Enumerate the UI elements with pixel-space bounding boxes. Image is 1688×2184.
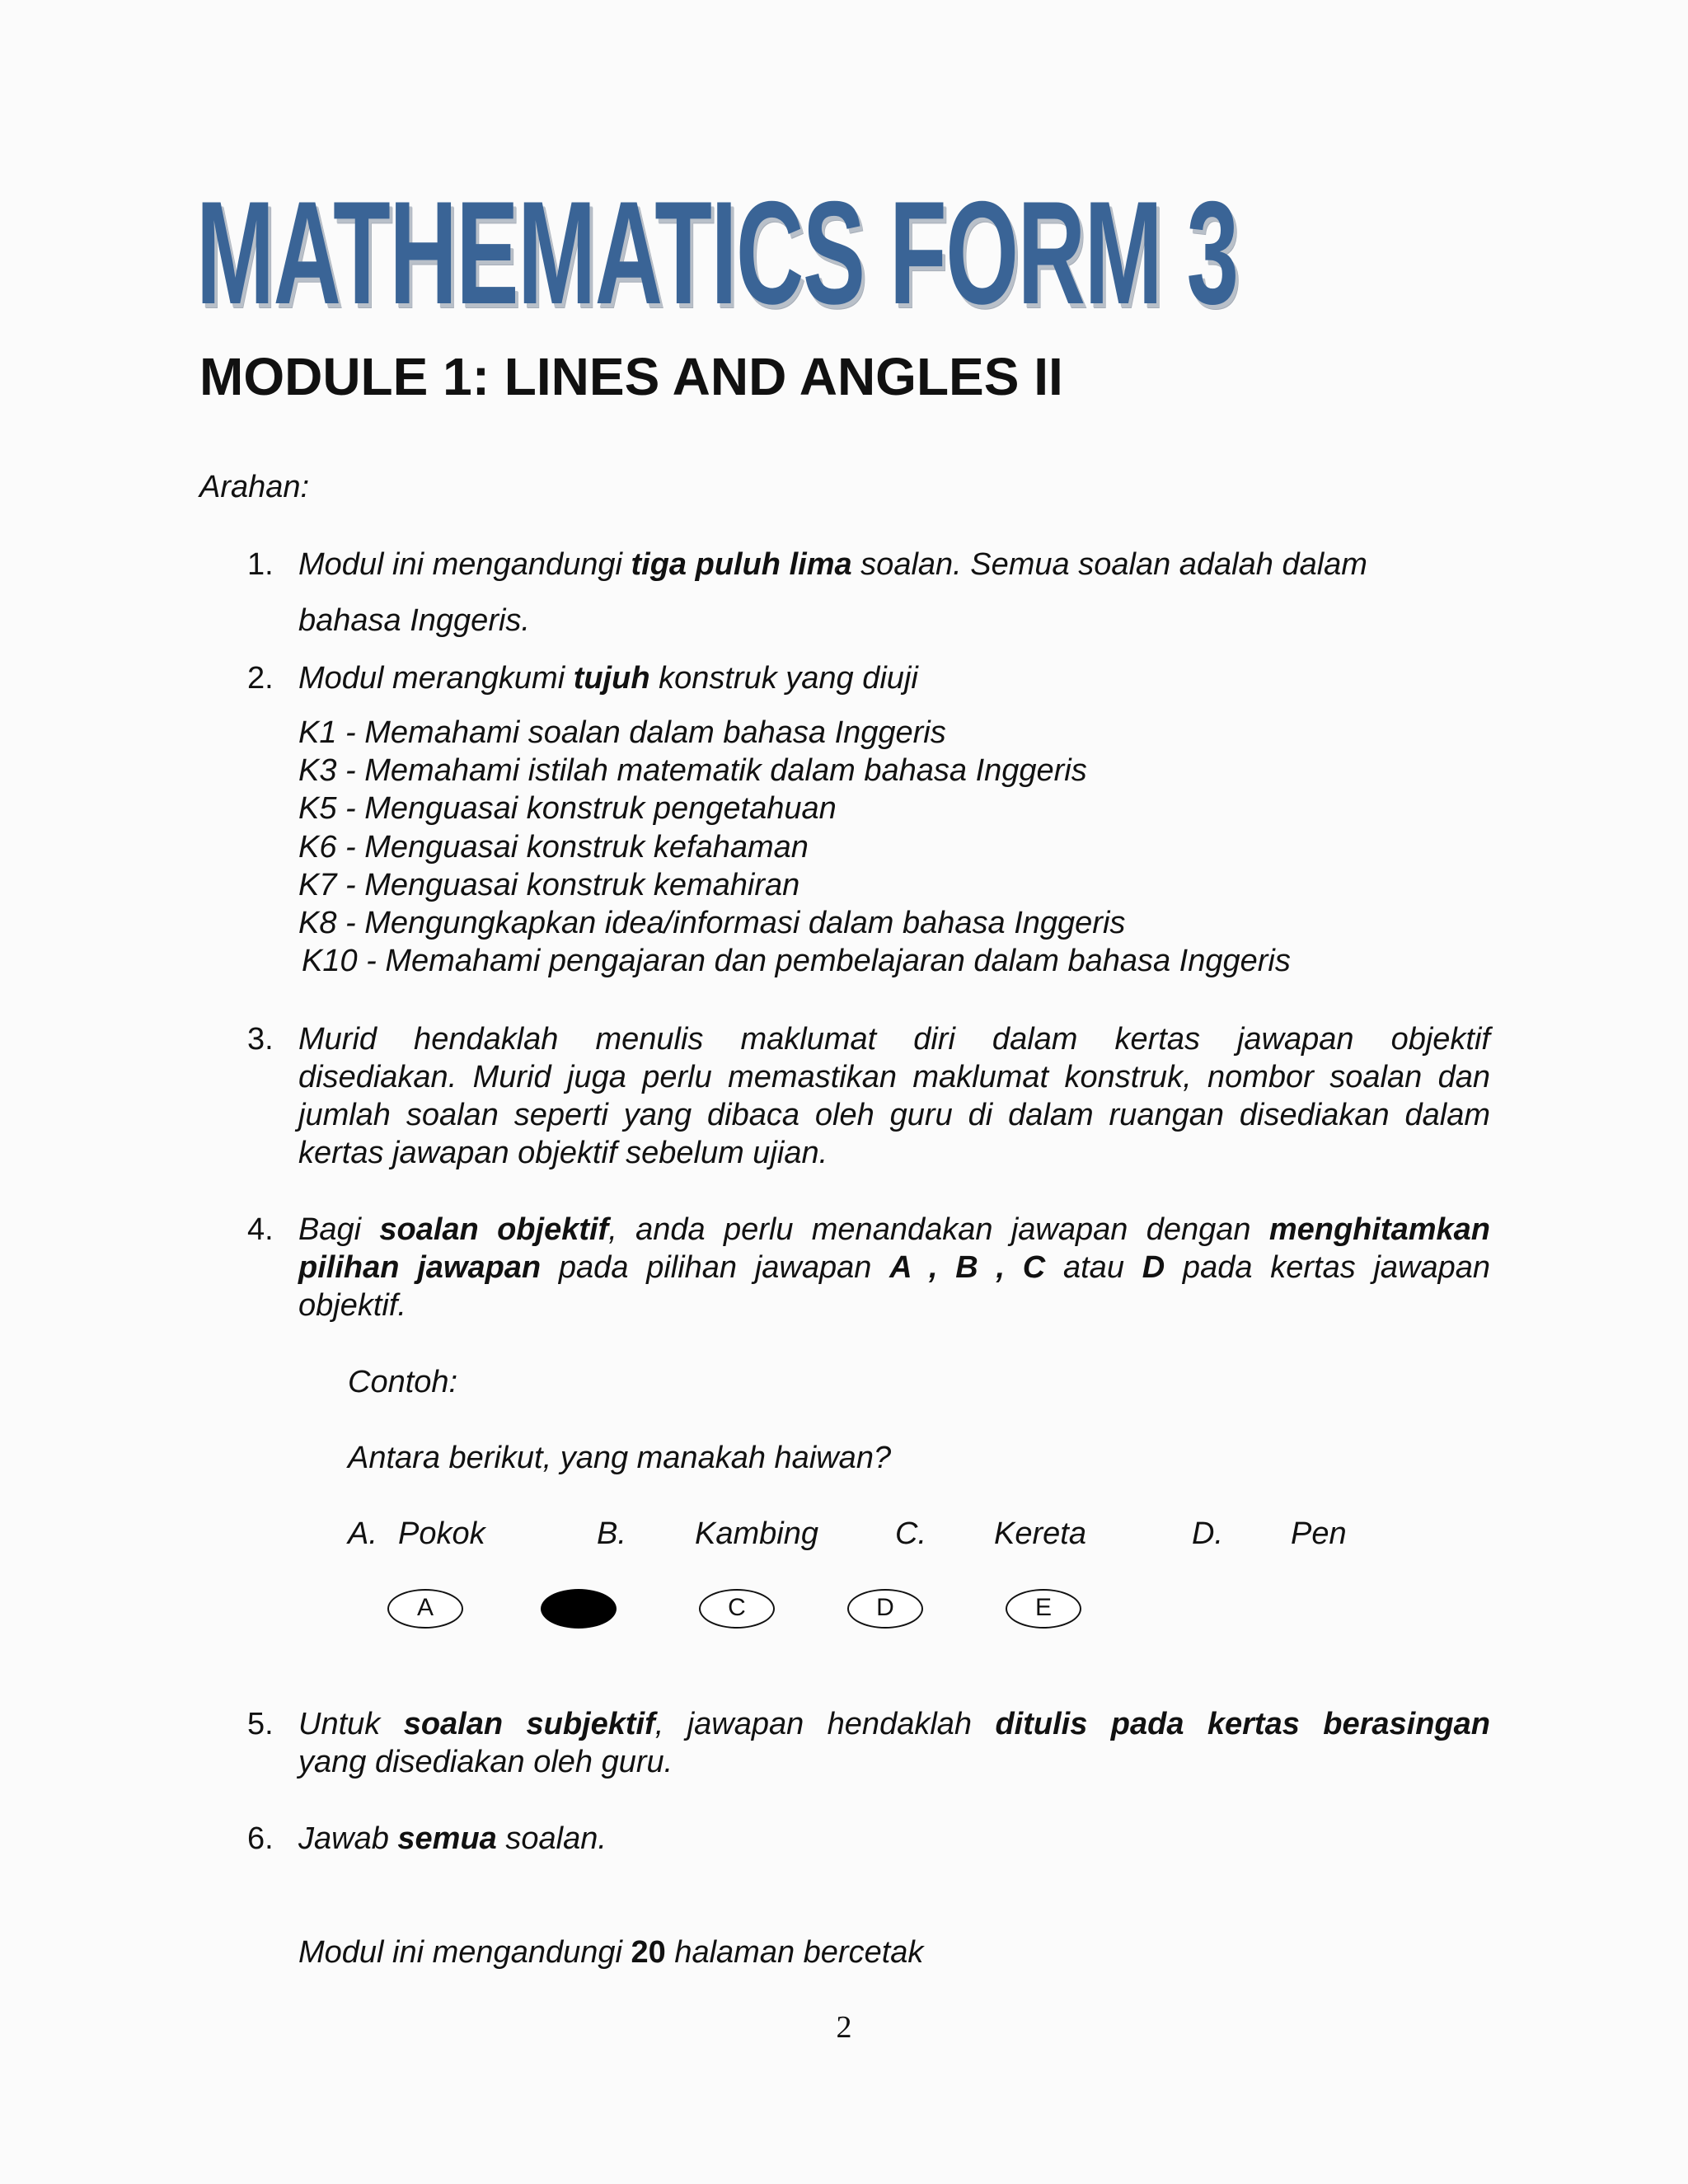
item-1-line-2: bahasa Inggeris.	[298, 603, 530, 638]
option-b-text: Kambing	[695, 1516, 818, 1551]
item-number-4: 4.	[247, 1212, 274, 1247]
answer-bubble-d: D	[847, 1589, 923, 1629]
example-label: Contoh:	[348, 1365, 458, 1399]
construct-item: K5 - Menguasai konstruk pengetahuan	[298, 791, 837, 827]
construct-item: K8 - Mengungkapkan idea/informasi dalam bahasa Inggeris	[298, 906, 1126, 941]
option-d-letter: D.	[1192, 1516, 1223, 1551]
module-title: MODULE 1: LINES AND ANGLES II	[199, 347, 1063, 406]
construct-item: K10 - Memahami pengajaran dan pembelajaran dalam bahasa Inggeris	[302, 944, 1291, 979]
option-a-letter: A.	[348, 1516, 377, 1551]
construct-item: K3 - Memahami istilah matematik dalam bahasa Inggeris	[298, 753, 1087, 789]
option-d-text: Pen	[1291, 1516, 1347, 1551]
construct-list	[298, 714, 1291, 980]
answer-bubble-filled	[541, 1589, 617, 1629]
option-a-text: Pokok	[398, 1516, 485, 1551]
item-number-1: 1.	[247, 547, 274, 582]
item-number-2: 2.	[247, 661, 274, 696]
item-2-text: Modul merangkumi tujuh konstruk yang diuji	[298, 661, 918, 696]
example-question: Antara berikut, yang manakah haiwan?	[348, 1441, 892, 1475]
item-1-line-1: Modul ini mengandungi tiga puluh lima soalan. Semua soalan adalah dalam	[298, 547, 1367, 582]
page-number: 2	[836, 2010, 852, 2045]
answer-bubble-c: C	[699, 1589, 775, 1629]
item-number-5: 5.	[247, 1707, 274, 1741]
answer-bubble-e: E	[1006, 1589, 1081, 1629]
main-title: MATHEMATICS FORM 3	[196, 171, 1238, 335]
item-5-text: Untuk soalan subjektif, jawapan hendaklah ditulis pada kertas berasingan yang disediakan oleh guru.	[298, 1707, 1490, 1779]
item-4-text: Bagi soalan objektif, anda perlu menandakan jawapan dengan menghitamkan pilihan jawapan pada pilihan jawapan A , B , C atau D pada kertas jawapan objektif.	[298, 1212, 1491, 1323]
construct-item: K6 - Menguasai konstruk kefahaman	[298, 829, 809, 865]
construct-item: K1 - Memahami soalan dalam bahasa Inggeris	[298, 715, 946, 750]
construct-item: K7 - Menguasai konstruk kemahiran	[298, 867, 800, 902]
item-6-text: Jawab semua soalan.	[298, 1821, 607, 1856]
item-number-6: 6.	[247, 1821, 274, 1856]
item-number-3: 3.	[247, 1022, 274, 1057]
answer-bubble-a: A	[387, 1589, 463, 1629]
instructions-label: Arahan:	[199, 470, 310, 504]
option-c-letter: C.	[895, 1516, 926, 1551]
page-count-note: Modul ini mengandungi 20 halaman bercetak	[298, 1935, 924, 1970]
option-c-text: Kereta	[994, 1516, 1086, 1551]
option-b-letter: B.	[597, 1516, 626, 1551]
item-3-text: Murid hendaklah menulis maklumat diri dalam kertas jawapan objektif disediakan. Murid juga perlu memastikan maklumat konstruk, nombor soalan dan jumlah soalan seperti yang dibaca oleh guru di dalam ruangan disediakan dalam kertas jawapan objektif sebelum ujian.	[298, 1022, 1490, 1170]
